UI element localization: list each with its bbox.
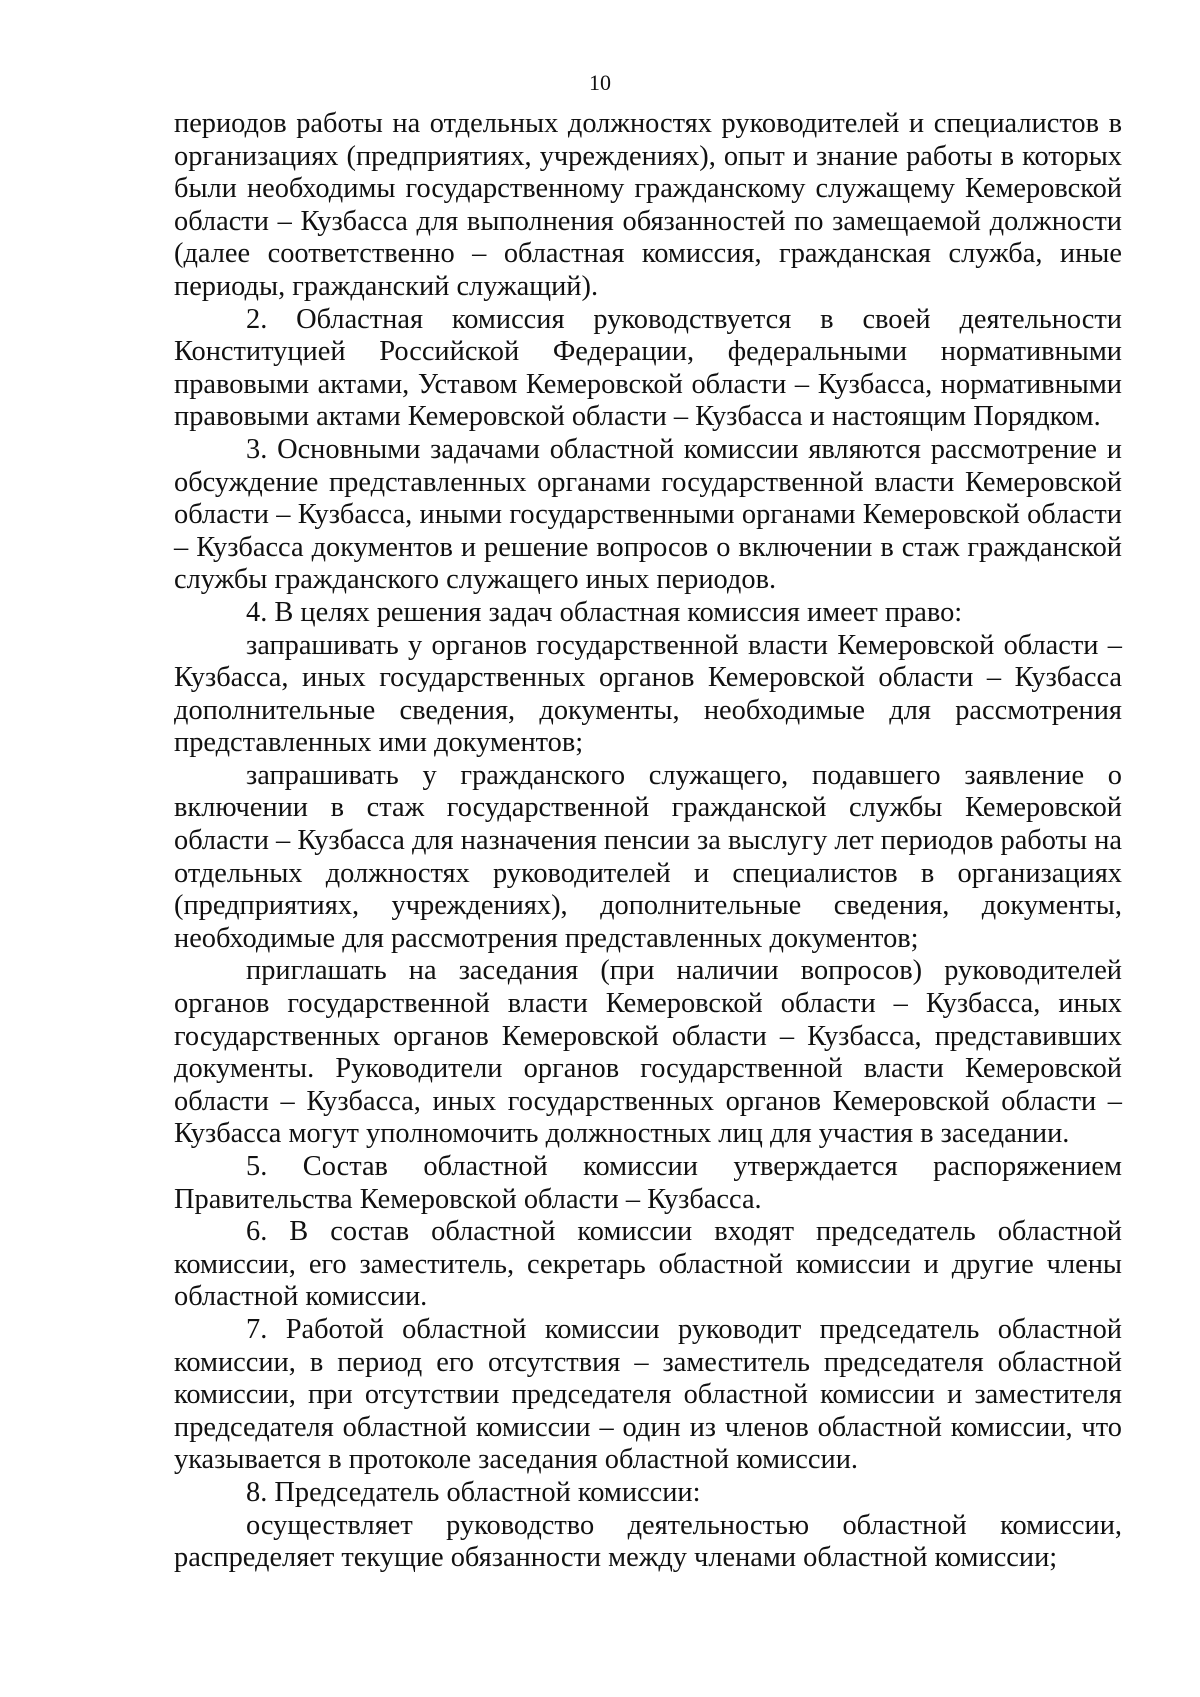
paragraph-2: 2. Областная комиссия руководствуется в своей деятельности Конституцией Российской Федерации, федеральными нормативными правовыми актами, Уставом Кемеровской области – Кузбасса, нормативными правовыми актами Кемеровской области – Кузбасса и настоящим Порядком. xyxy=(174,303,1122,433)
paragraph-4: 4. В целях решения задач областная комиссия имеет право: xyxy=(246,596,963,628)
paragraph-6: 6. В состав областной комиссии входят председатель областной комиссии, его заместитель, секретарь областной комиссии и другие члены областной комиссии. xyxy=(174,1216,1122,1313)
paragraph-4-item-3: приглашать на заседания (при наличии вопросов) руководителей органов государственной власти Кемеровской области – Кузбасса, иных государственных органов Кемеровской области – Кузбасса, представивших документы. Руководители органов государственной власти Кемеровской области – Кузбасса, иных государственных органов Кемеровской области – Кузбасса могут уполномочить должностных лиц для участия в заседании. xyxy=(174,955,1122,1150)
paragraph-5: 5. Состав областной комиссии утверждается распоряжением Правительства Кемеровской области – Кузбасса. xyxy=(174,1151,1122,1215)
paragraph-8-item-1: осуществляет руководство деятельностью областной комиссии, распределяет текущие обязанности между членами областной комиссии; xyxy=(174,1509,1122,1574)
paragraph-continuation: периодов работы на отдельных должностях руководителей и специалистов в организациях (предприятиях, учреждениях), опыт и знание работы в которых были необходимы государственному гражданскому служащему Кемеровской области – Кузбасса для выполнения обязанностей по замещаемой должности (далее соответственно – областная комиссия, гражданская служба, иные периоды, гражданский служащий). xyxy=(174,108,1122,302)
page-number: 10 xyxy=(589,70,611,95)
paragraph-3: 3. Основными задачами областной комиссии являются рассмотрение и обсуждение представленных органами государственной власти Кемеровской области – Кузбасса, иными государственными органами Кемеровской области – Кузбасса документов и решение вопросов о включении в стаж гражданской службы гражданского служащего иных периодов. xyxy=(174,433,1122,596)
paragraph-4-item-1: запрашивать у органов государственной власти Кемеровской области – Кузбасса, иных государственных органов Кемеровской области – Кузбасса дополнительные сведения, документы, необходимые для рассмотрения представленных ими документов; xyxy=(174,629,1122,759)
document-body xyxy=(174,108,1122,1575)
paragraph-7: 7. Работой областной комиссии руководит председатель областной комиссии, в период его отсутствия – заместитель председателя областной комиссии, при отсутствии председателя областной комиссии и заместителя председателя областной комиссии – один из членов областной комиссии, что указывается в протоколе заседания областной комиссии. xyxy=(174,1313,1122,1476)
paragraph-8: 8. Председатель областной комиссии: xyxy=(246,1476,701,1508)
paragraph-4-item-2: запрашивать у гражданского служащего, подавшего заявление о включении в стаж государственной гражданской службы Кемеровской области – Кузбасса для назначения пенсии за выслугу лет периодов работы на отдельных должностях руководителей и специалистов в организациях (предприятиях, учреждениях), дополнительные сведения, документы, необходимые для рассмотрения представленных документов; xyxy=(174,759,1122,954)
